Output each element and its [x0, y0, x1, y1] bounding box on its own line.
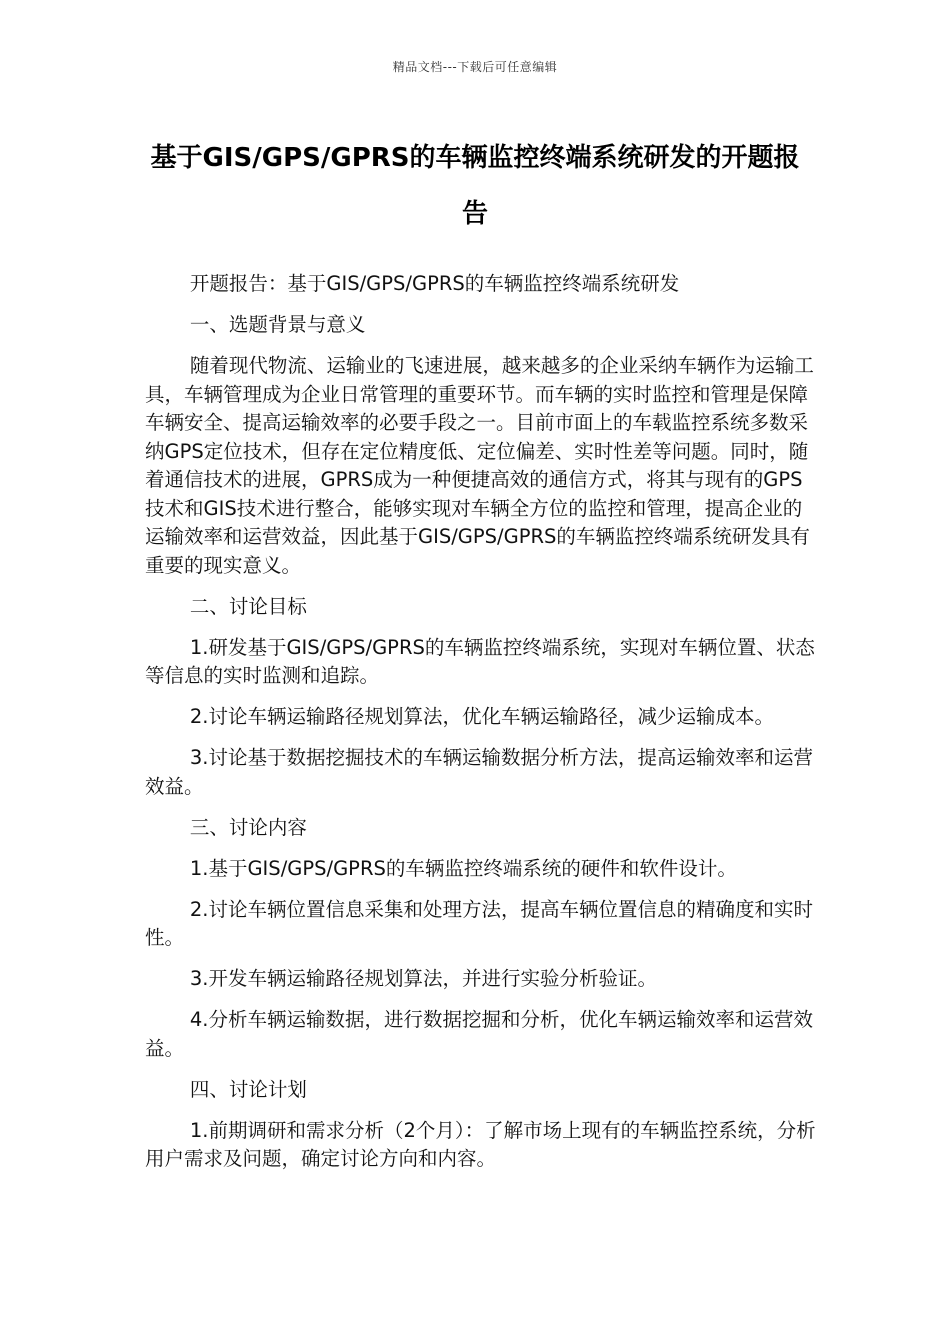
section-heading-4: 四、讨论计划: [189, 1077, 307, 1101]
paragraph-content-4: 4.分析车辆运输数据，进行数据挖掘和分析，优化车辆运输效率和运营效益。: [145, 1008, 813, 1060]
paragraph-plan-1: 1.前期调研和需求分析（2个月）：了解市场上现有的车辆监控系统，分析用户需求及问题，确定讨论方向和内容。: [145, 1118, 816, 1170]
document-title: 基于GIS/GPS/GPRS的车辆监控终端系统研发的开题报告: [150, 143, 800, 229]
paragraph-content-2: 2.讨论车辆位置信息采集和处理方法，提高车辆位置信息的精确度和实时性。: [145, 897, 813, 949]
paragraph-goal-2: 2.讨论车辆运输路径规划算法，优化车辆运输路径，减少运输成本。: [189, 705, 774, 728]
paragraph-background: 随着现代物流、运输业的飞速进展，越来越多的企业采纳车辆作为运输工具，车辆管理成为企业日常管理的重要环节。而车辆的实时监控和管理是保障车辆安全、提高运输效率的必要手段之一。目前市面上的车载监控系统多数采纳GPS定位技术，但存在定位精度低、定位偏差、实时性差等问题。同时，随着通信技术的进展，GPRS成为一种便捷高效的通信方式，将其与现有的GPS技术和GIS技术进行整合，能够实现对车辆全方位的监控和管理，提高企业的运输效率和运营效益，因此基于GIS/GPS/GPRS的车辆监控终端系统研发具有重要的现实意义。: [145, 354, 814, 577]
paragraph-goal-1: 1.研发基于GIS/GPS/GPRS的车辆监控终端系统，实现对车辆位置、状态等信息的实时监测和追踪。: [145, 635, 815, 687]
paragraph-goal-3: 3.讨论基于数据挖掘技术的车辆运输数据分析方法，提高运输效率和运营效益。: [145, 746, 813, 798]
paragraph-content-3: 3.开发车辆运输路径规划算法，并进行实验分析验证。: [189, 967, 657, 990]
paragraph-content-1: 1.基于GIS/GPS/GPRS的车辆监控终端系统的硬件和软件设计。: [189, 856, 737, 880]
section-heading-1: 一、选题背景与意义: [189, 313, 366, 336]
document-body: [145, 270, 821, 1186]
paragraph-intro: 开题报告：基于GIS/GPS/GPRS的车辆监控终端系统研发: [189, 272, 680, 295]
section-heading-3: 三、讨论内容: [189, 815, 307, 839]
section-heading-2: 二、讨论目标: [189, 594, 307, 618]
header-note: 精品文档---下载后可任意编辑: [392, 60, 558, 74]
